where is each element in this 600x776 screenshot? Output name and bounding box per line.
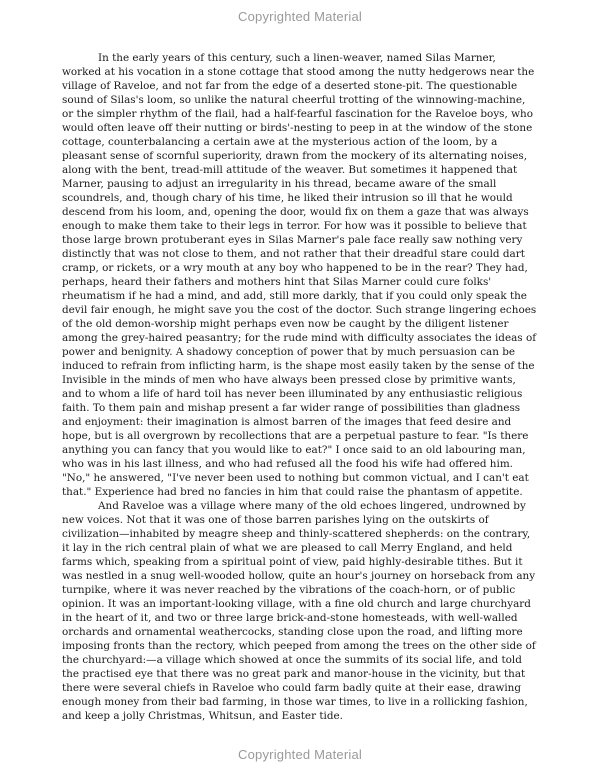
page-body-text <box>62 51 538 723</box>
paragraph-2: And Raveloe was a village where many of the old echoes lingered, undrowned by new voices. Not that it was one of those barren parishes lying on the outskirts of civilization—inhabited by meagre sheep and thinly-scattered shepherds: on the contrary, it lay in the rich central plain of what we are pleased to call Merry England, and held farms which, speaking from a spiritual point of view, paid highly-desirable tithes. But it was nestled in a snug well-wooded hollow, quite an hour's journey on horseback from any turnpike, where it was never reached by the vibrations of the coach-horn, or of public opinion. It was an important-looking village, with a fine old church and large churchyard in the heart of it, and two or three large brick-and-stone homesteads, with well-walled orchards and ornamental weathercocks, standing close upon the road, and lifting more imposing fronts than the rectory, which peeped from among the trees on the other side of the churchyard:—a village which showed at once the summits of its social life, and told the practised eye that there was no great park and manor-house in the vicinity, but that there were several chiefs in Raveloe who could farm badly quite at their ease, drawing enough money from their bad farming, in those war times, to live in a rollicking fashion, and keep a jolly Christmas, Whitsun, and Easter tide. <box>62 500 536 722</box>
paragraph-1: In the early years of this century, such a linen-weaver, named Silas Marner, worked at his vocation in a stone cottage that stood among the nutty hedgerows near the village of Raveloe, and not far from the edge of a deserted stone-pit. The questionable sound of Silas's loom, so unlike the natural cheerful trotting of the winnowing-machine, or the simpler rhythm of the flail, had a half-fearful fascination for the Raveloe boys, who would often leave off their nutting or birds'-nesting to peep in at the window of the stone cottage, counterbalancing a certain awe at the mysterious action of the loom, by a pleasant sense of scornful superiority, drawn from the mockery of its alternating noises, along with the bent, tread-mill attitude of the weaver. But sometimes it happened that Marner, pausing to adjust an irregularity in his thread, became aware of the small scoundrels, and, though chary of his time, he liked their intrusion so ill that he would descend from his loom, and, opening the door, would fix on them a gaze that was always enough to make them take to their legs in terror. For how was it possible to believe that those large brown protuberant eyes in Silas Marner's pale face really saw nothing very distinctly that was not close to them, and not rather that their dreadful stare could dart cramp, or rickets, or a wry mouth at any boy who happened to be in the rear? They had, perhaps, heard their fathers and mothers hint that Silas Marner could cure folks' rheumatism if he had a mind, and add, still more darkly, that if you could only speak the devil fair enough, he might save you the cost of the doctor. Such strange lingering echoes of the old demon-worship might perhaps even now be caught by the diligent listener among the grey-haired peasantry; for the rude mind with difficulty associates the ideas of power and benignity. A shadowy conception of power that by much persuasion can be induced to refrain from inflicting harm, is the shape most easily taken by the sense of the Invisible in the minds of men who have always been pressed close by primitive wants, and to whom a life of hard toil has never been illuminated by any enthusiastic religious faith. To them pain and mishap present a far wider range of possibilities than gladness and enjoyment: their imagination is almost barren of the images that feed desire and hope, but is all overgrown by recollections that are a perpetual pasture to fear. "Is there anything you can fancy that you would like to eat?" I once said to an old labouring man, who was in his last illness, and who had refused all the food his wife had offered him. "No," he answered, "I've never been used to nothing but common victual, and I can't eat that." Experience had bred no fancies in him that could raise the phantasm of appetite. <box>62 52 537 498</box>
copyright-watermark-top: Copyrighted Material <box>238 9 362 24</box>
copyright-watermark-bottom: Copyrighted Material <box>238 747 362 762</box>
